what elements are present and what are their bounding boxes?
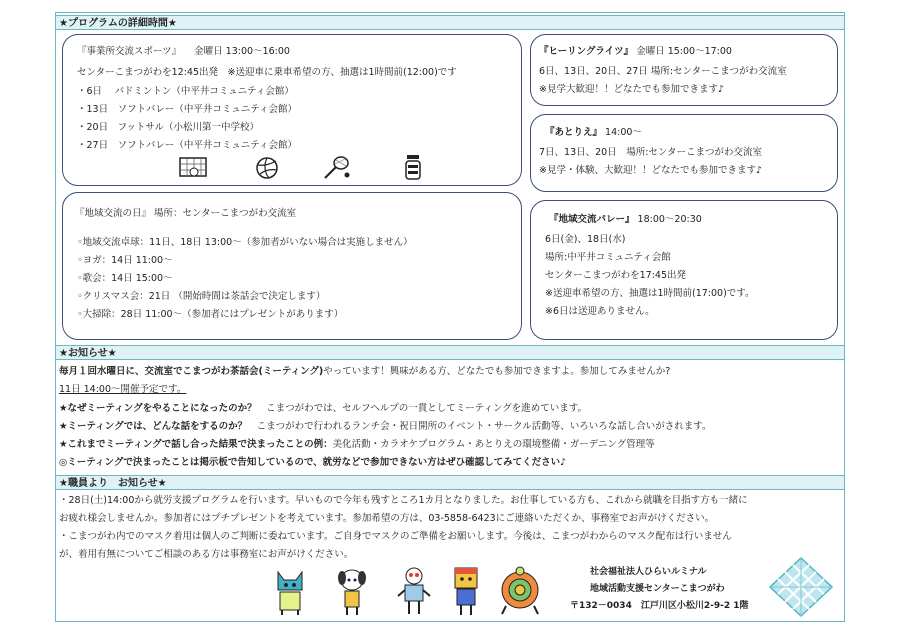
notice-what-text: こまつがわで行われるランチ会・祝日開所のイベント・サークル活動等、いろいろな話し合いがされます。 — [247, 421, 712, 432]
healing-place: 6日、13日、20日、27日 場所:センターこまつがわ交流室 — [539, 66, 787, 77]
notice-why-heading: ★なぜミーティングをやることになったのか？ — [59, 403, 257, 414]
atelier-title: 『あとりえ』 — [545, 127, 603, 138]
org-address: 〒132－0034 江戸川区小松川2-9-2 1階 — [570, 601, 749, 611]
staff-header: ★職員より お知らせ★ — [56, 475, 844, 490]
notice-examples-text: 美化活動・カラオケプログラム・あとりえの環境整備・ガーデニング管理等 — [332, 439, 655, 450]
volley-line: 6日(金)、18日(水) — [545, 234, 626, 245]
community-item: ◦大掃除：28日 11:00～（参加者にはプレゼントがあります） — [77, 309, 344, 320]
boy-illustration-icon — [448, 566, 484, 616]
notice-line-3 — [59, 402, 587, 415]
volley-box — [530, 200, 838, 340]
staff-line: ・こまつがわ内でのマスク着用は個人のご判断に委ねています。ご自身でマスクのご準備をお願いします。今後は、こまつがわからのマスク配布は行いません — [59, 531, 732, 542]
notice-why-text: こまつがわでは、セルフヘルプの一貫としてミーティングを進めています。 — [256, 403, 587, 414]
notice-board-note: ◎ミーティングで決まったことは掲示板で告知しているので、就労などで参加できない方はぜひ確認してみてください♪ — [59, 457, 567, 468]
notice-what-heading: ★ミーティングでは、どんな話をするのか？ — [59, 421, 248, 432]
sports-title: 『事業所交流スポーツ』 — [77, 46, 182, 57]
notice-examples-heading: ★これまでミーティングで話し合った結果で決まったことの例： — [59, 439, 333, 450]
sports-item: ・27日 ソフトバレー（中平井コミュニティ会館） — [77, 140, 297, 151]
notice-meeting-lead: 毎月１回水曜日に、交流室でこまつがわ茶話会(ミーティング) — [59, 366, 324, 377]
healing-title: 『ヒーリングライツ』 — [539, 46, 634, 57]
staff-line: ・28日(土)14:00から就労支援プログラムを行います。早いもので今年も残すところ1カ月となりました。お仕事している方も、これから就職を目指す方も一緒に — [59, 495, 748, 506]
community-item: ◦ヨガ：14日 11:00～ — [77, 255, 173, 266]
sports-item: ・13日 ソフトバレー（中平井コミュニティ会館） — [77, 104, 297, 115]
atelier-time: 14:00～ — [605, 127, 642, 138]
healing-note: ※見学大歓迎！！どなたでも参加できます♪ — [539, 84, 725, 95]
volley-line: ※6日は送迎ありません。 — [545, 306, 655, 317]
community-item: ◦クリスマス会：21日 （開始時間は茶話会で決定します） — [77, 291, 326, 302]
sports-time: 金曜日 13:00～16:00 — [194, 46, 290, 57]
volley-line: ※送迎車希望の方、抽選は1時間前(17:00)です。 — [545, 288, 755, 299]
notice-header: ★お知らせ★ — [56, 345, 844, 360]
volley-line: センターこまつがわを17:45出発 — [545, 270, 686, 281]
sports-box — [62, 34, 522, 186]
community-item: ◦歌会：14日 15:00～ — [77, 273, 173, 284]
notice-line-5 — [59, 438, 655, 451]
org-center: 地域活動支援センターこまつがわ — [590, 584, 725, 594]
community-title: 『地域交流の日』 — [75, 208, 152, 219]
healing-box — [530, 34, 838, 106]
notice-line-1 — [59, 365, 670, 378]
shuttlecock-icon — [403, 153, 423, 183]
sports-depart: センターこまつがわを12:45出発 ※送迎車に乗車希望の方、抽選は1時間前(12:00)です — [77, 67, 457, 78]
atelier-note: ※見学・体験、大歓迎！！どなたでも参加できます♪ — [539, 165, 763, 176]
program-header: ★プログラムの詳細時間★ — [56, 15, 844, 30]
atelier-place: 7日、13日、20日 場所:センターこまつがわ交流室 — [539, 147, 763, 158]
volleyball-icon — [255, 156, 279, 180]
turtle-illustration-icon — [498, 566, 542, 616]
staff-line: お疲れ様会しませんか。参加者にはプチプレゼントを考えています。参加希望の方は、03-5858-6423にご連絡いただくか、事務室でお声がけください。 — [59, 513, 715, 524]
community-box — [62, 192, 522, 340]
community-place: 場所：センターこまつがわ交流室 — [154, 208, 297, 219]
badminton-racket-icon — [321, 155, 351, 181]
volley-line: 場所:中平井コミュニティ会館 — [545, 252, 671, 263]
robot-illustration-icon — [396, 566, 432, 616]
volley-time: 18:00～20:30 — [637, 214, 702, 225]
dog-illustration-icon — [334, 566, 370, 616]
org-name: 社会福祉法人ひらいルミナル — [590, 567, 707, 577]
notice-meeting-text: やっています！興味がある方、どなたでも参加できますよ。参加してみませんか? — [323, 366, 671, 377]
notice-line-4 — [59, 420, 712, 433]
sports-item: ・6日 バドミントン（中平井コミュニティ会館） — [77, 86, 294, 97]
lattice-logo-icon — [768, 556, 834, 618]
staff-line: が、着用有無についてご相談のある方は事務室にお声がけください。 — [59, 549, 354, 560]
atelier-box — [530, 114, 838, 192]
healing-time: 金曜日 15:00～17:00 — [636, 46, 732, 57]
volley-title: 『地域交流バレー』 — [549, 214, 635, 225]
soccer-goal-icon — [178, 155, 208, 179]
cat-illustration-icon — [272, 566, 308, 616]
community-item: ◦地域交流卓球：11日、18日 13:00～（参加者がいない場合は実施しません） — [77, 237, 413, 248]
notice-date: 11日 14:00～開催予定です。 — [59, 384, 187, 395]
sports-item: ・20日 フットサル（小松川第一中学校） — [77, 122, 259, 133]
